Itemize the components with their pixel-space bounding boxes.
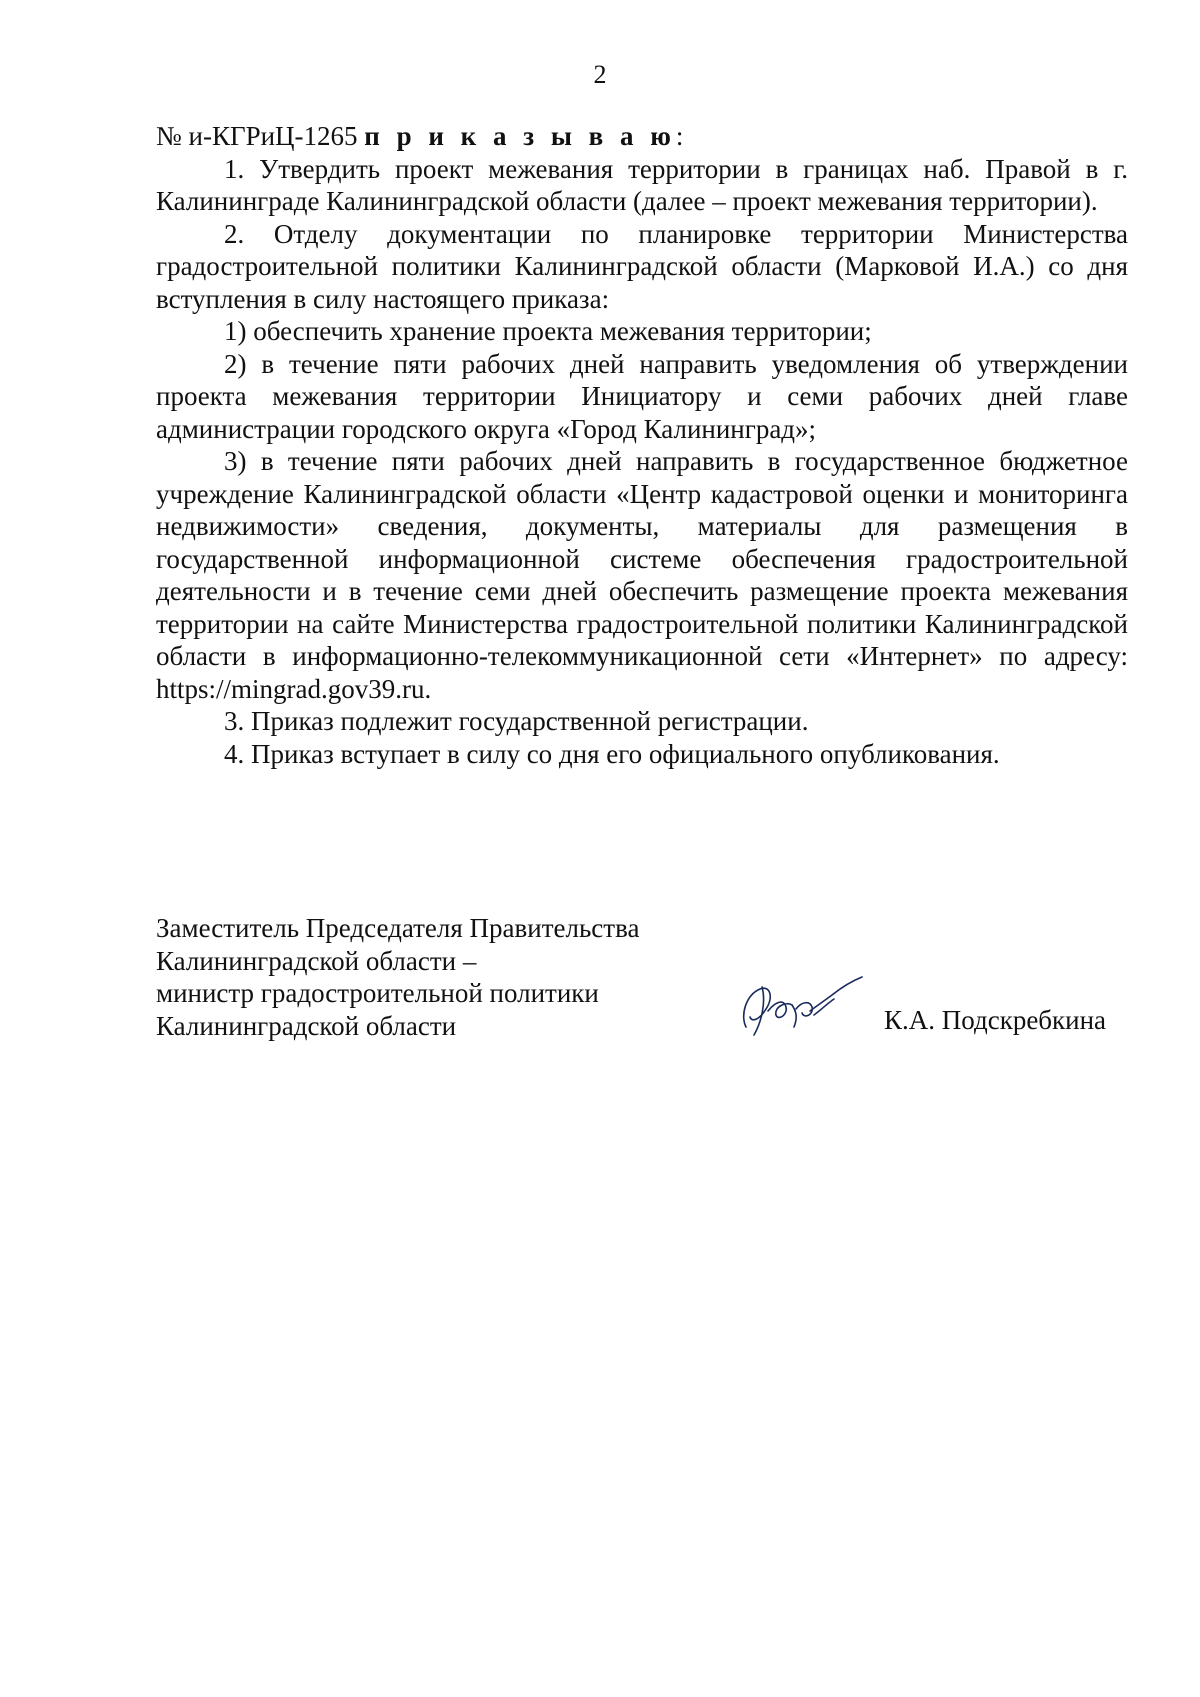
paragraph-1-approve: 1. Утвердить проект межевания территории в границах наб. Правой в г. Калининграде Калининградской области (далее – проект межевания территории). (156, 153, 1128, 216)
paragraph-2-department: 2. Отделу документации по планировке территории Министерства градостроительной политики Калининградской области (Марковой И.А.) со дня вступления в силу настоящего приказа: (156, 218, 1128, 314)
document-body (156, 120, 1128, 770)
order-header (156, 120, 1128, 153)
signatory-position-line: Калининградской области – (156, 945, 477, 976)
subitem-3-publication: 3) в течение пяти рабочих дней направить в государственное бюджетное учреждение Калининградской области «Центр кадастровой оценки и мониторинга недвижимости» сведения, документы, материалы для размещения в государственной информационной системе обеспечения градостроительной деятельности и в течение семи дней обеспечить размещение проекта межевания территории на сайте Министерства градостроительной политики Калининградской области в информационно-телекоммуникационной сети «Интернет» по адресу: https://mingrad.gov39.ru. (156, 446, 1128, 704)
decree-word: п р и к а з ы в а ю (364, 121, 676, 151)
subitem-2-notifications: 2) в течение пяти рабочих дней направить уведомления об утверждении проекта межевания территории Инициатору и семи рабочих дней главе администрации городского округа «Город Калининград»; (156, 348, 1128, 444)
page-number: 2 (593, 60, 607, 89)
signatory-name: К.А. Подскребкина (884, 1005, 1107, 1035)
signatory-position-line: Калининградской области (156, 1010, 457, 1041)
paragraph-4-effective: 4. Приказ вступает в силу со дня его официального опубликования. (224, 738, 1000, 769)
paragraph-3-registration: 3. Приказ подлежит государственной регистрации. (224, 706, 809, 736)
decree-colon: : (675, 121, 684, 151)
signatory-position-line: министр градостроительной политики (156, 978, 599, 1008)
subitem-1-storage: 1) обеспечить хранение проекта межевания территории; (224, 316, 872, 346)
signatory-position (156, 912, 716, 1042)
signatory-position-line: Заместитель Председателя Правительства (156, 913, 640, 943)
order-number: № и-КГРиЦ-1265 (156, 121, 358, 151)
handwritten-signature (732, 965, 864, 1045)
